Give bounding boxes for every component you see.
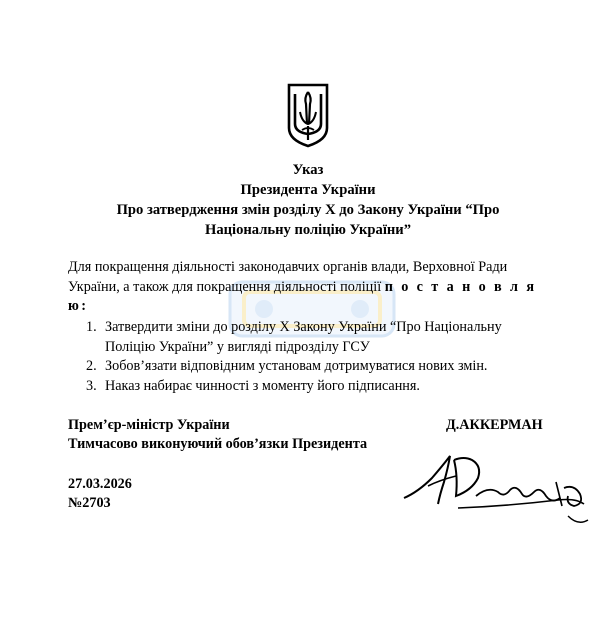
intro-paragraph — [68, 258, 548, 317]
item-number: 3. — [86, 377, 97, 394]
list-item — [68, 357, 548, 377]
title-line-3: Про затвердження змін розділу X до Закону України “Про — [116, 202, 500, 218]
item-text: Затвердити зміни до розділу X Закону України “Про Національну Поліцію України” у вигляді підрозділу ГСУ — [105, 319, 502, 355]
intro-text: Для покращення діяльності законодавчих органів влади, Верховної Ради України, а також для покращення діяльності поліції — [68, 259, 508, 295]
decree-title — [0, 160, 616, 240]
signatory-name: Д.АККЕРМАН — [446, 417, 543, 433]
item-number: 2. — [86, 358, 97, 374]
title-line-2: Президента України — [240, 182, 376, 198]
item-text: Зобов’язати відповідним установам дотримуватися нових змін. — [105, 358, 488, 374]
signatory-title: Прем’єр-міністр України — [68, 417, 230, 433]
decree-date: 27.03.2026 — [68, 476, 132, 492]
acting-line: Тимчасово виконуючий обов’язки Президента — [68, 436, 368, 452]
title-line-4: Національну поліцію України” — [204, 222, 412, 238]
tryzub-icon — [286, 82, 330, 148]
title-line-1: Указ — [292, 162, 324, 178]
decree-items-list — [68, 318, 548, 396]
item-text: Наказ набирає чинності з моменту його підписання. — [105, 377, 420, 394]
item-number: 1. — [86, 319, 97, 335]
list-item — [68, 377, 548, 397]
handwritten-signature — [398, 446, 604, 538]
list-item — [68, 318, 548, 357]
decree-word: п о с т а н о в л я ю: — [68, 278, 537, 314]
decree-number: №2703 — [68, 495, 111, 511]
